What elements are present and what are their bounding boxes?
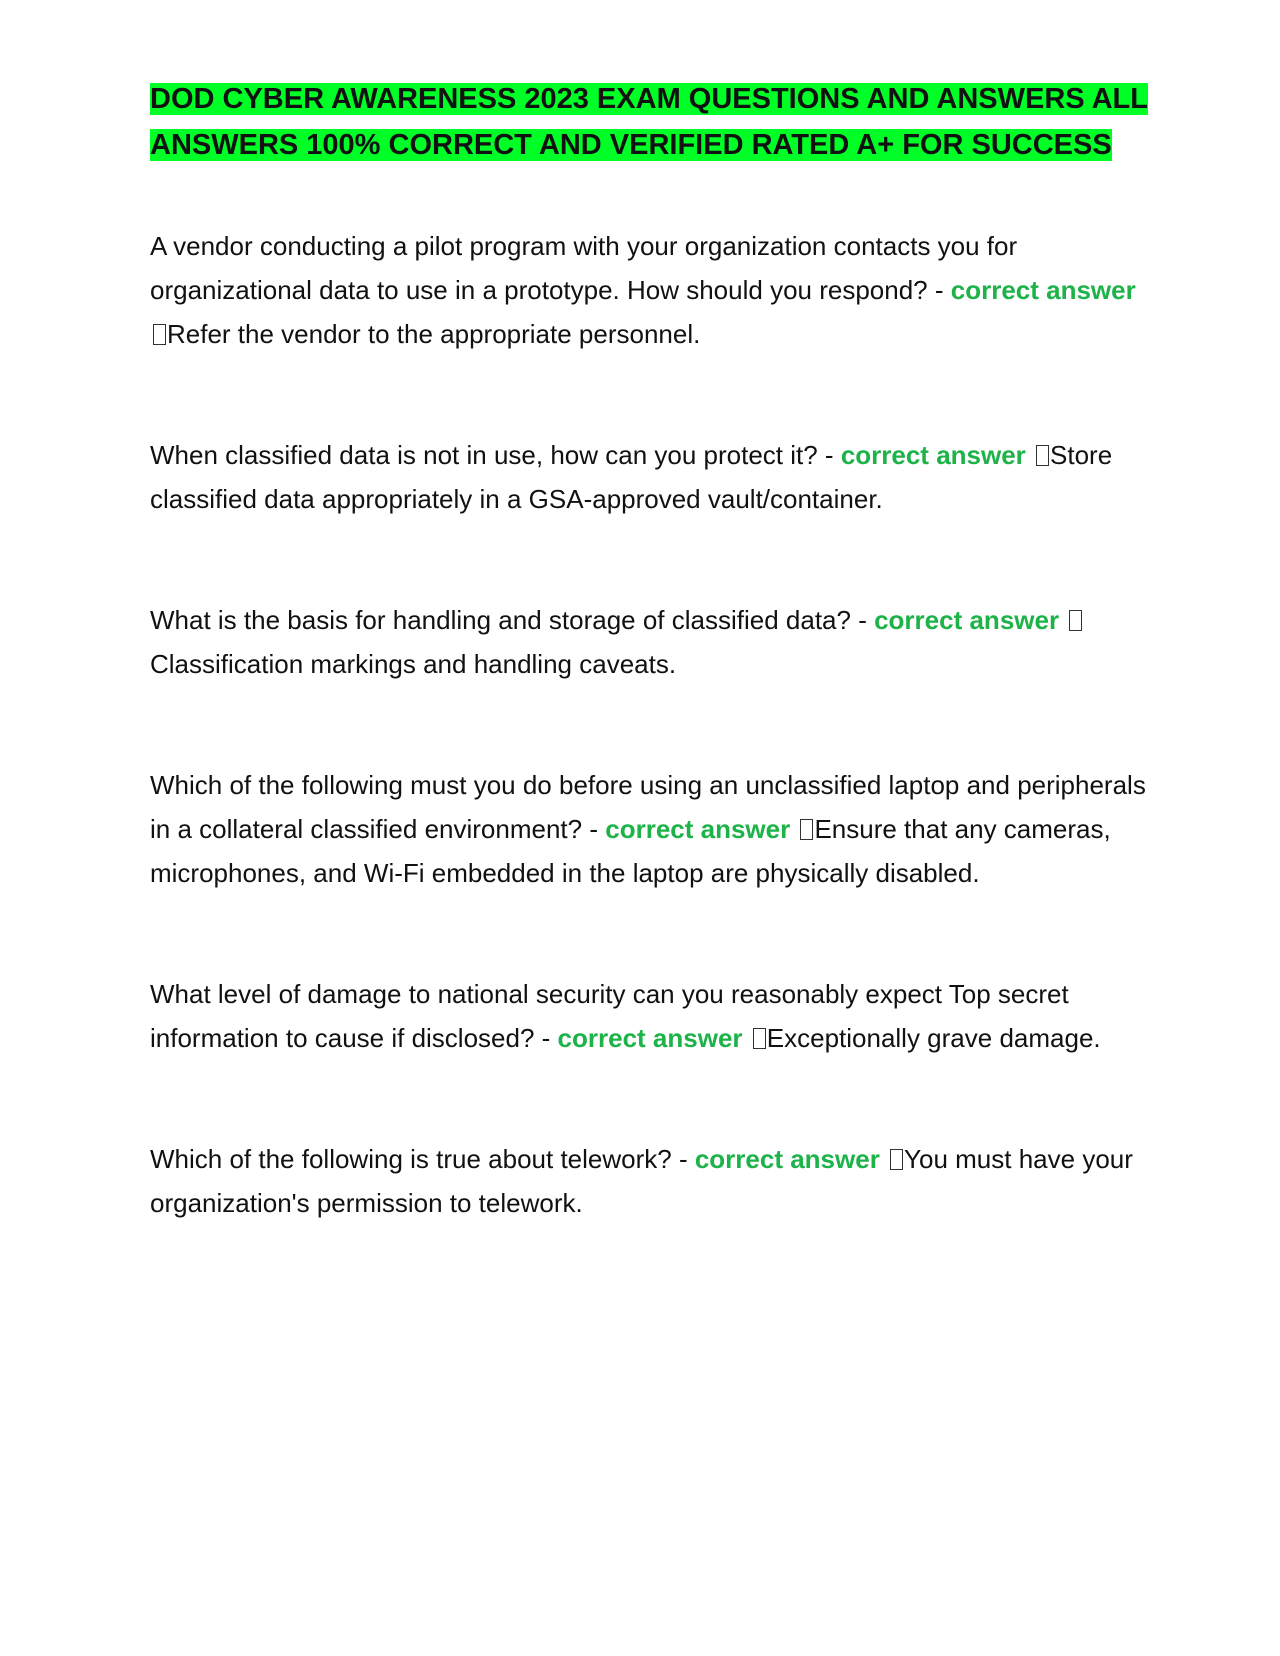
qa-item xyxy=(150,598,1150,686)
separator: - xyxy=(671,1144,695,1174)
separator: - xyxy=(927,275,951,305)
qa-item xyxy=(150,972,1150,1060)
qa-item xyxy=(150,224,1150,356)
question-text: What level of damage to national security can you reasonably expect Top secret information to cause if disclosed? xyxy=(150,979,1069,1053)
question-text: When classified data is not in use, how can you protect it? xyxy=(150,440,818,470)
separator: - xyxy=(582,814,606,844)
separator: - xyxy=(534,1023,558,1053)
answer-text: Store classified data appropriately in a GSA-approved vault/container. xyxy=(150,440,1113,514)
answer-text: Classification markings and handling caveats. xyxy=(150,649,677,679)
answer-text: You must have your organization's permission to telework. xyxy=(150,1144,1133,1218)
separator: - xyxy=(817,440,841,470)
answer-text: Ensure that any cameras, microphones, and Wi-Fi embedded in the laptop are physically disabled. xyxy=(150,814,1111,888)
missing-glyph-box-icon xyxy=(800,819,813,840)
document-title xyxy=(150,76,1150,168)
qa-item xyxy=(150,433,1150,521)
missing-glyph-box-icon xyxy=(1069,610,1082,631)
missing-glyph-box-icon xyxy=(753,1028,766,1049)
answer-label: correct answer xyxy=(694,1144,880,1174)
answer-label: correct answer xyxy=(840,440,1026,470)
missing-glyph-box-icon xyxy=(890,1149,903,1170)
question-text: Which of the following is true about telework? xyxy=(150,1144,672,1174)
document-body xyxy=(150,76,1150,1225)
separator: - xyxy=(850,605,875,635)
question-text: Which of the following must you do before using an unclassified laptop and peripherals in a collateral classified environment? xyxy=(150,770,1146,844)
qa-item xyxy=(150,763,1150,895)
document-title-text: DOD CYBER AWARENESS 2023 EXAM QUESTIONS AND ANSWERS ALL ANSWERS 100% CORRECT AND VERIFIED RATED A+ FOR SUCCESS xyxy=(150,83,1148,161)
answer-label: correct answer xyxy=(950,275,1136,305)
qa-item xyxy=(150,1137,1150,1225)
answer-label: correct answer xyxy=(605,814,791,844)
question-text: What is the basis for handling and storage of classified data? xyxy=(150,605,851,635)
answer-text: Exceptionally grave damage. xyxy=(766,1023,1101,1053)
answer-label: correct answer xyxy=(557,1023,743,1053)
answer-label: correct answer xyxy=(874,605,1060,635)
missing-glyph-box-icon xyxy=(153,324,166,345)
answer-text: Refer the vendor to the appropriate personnel. xyxy=(167,319,701,349)
question-text: A vendor conducting a pilot program with your organization contacts you for organizational data to use in a prototype. How should you respond? xyxy=(150,231,1018,305)
missing-glyph-box-icon xyxy=(1036,445,1049,466)
